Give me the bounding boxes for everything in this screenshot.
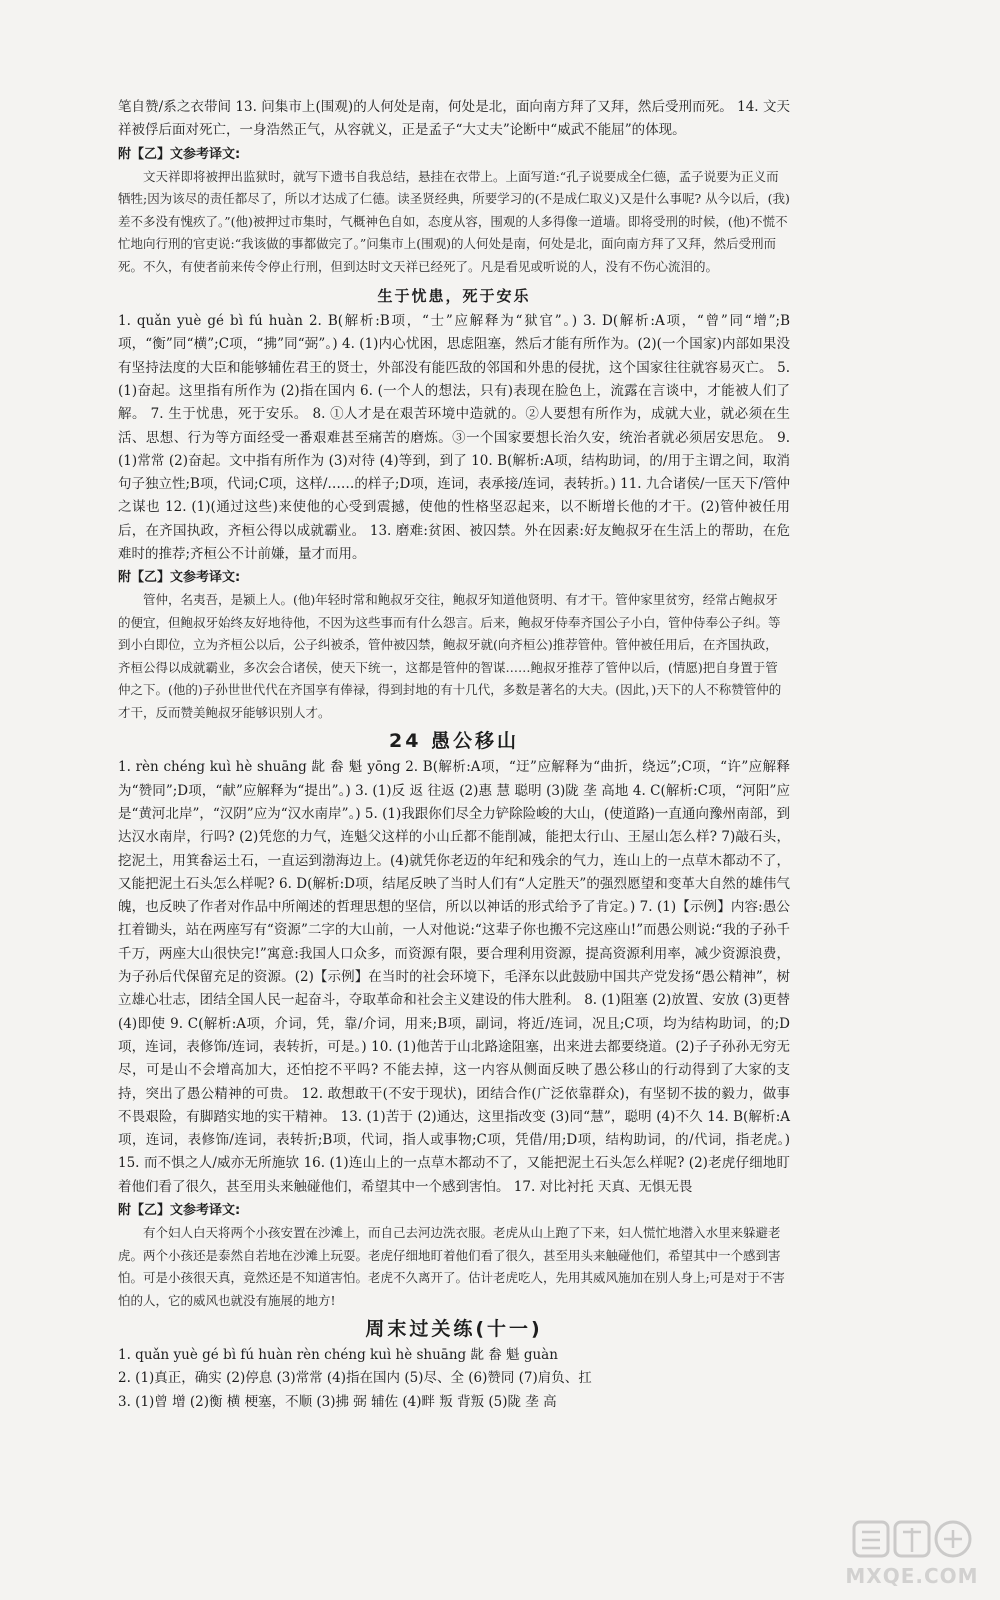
watermark-site: MXQE.COM — [845, 1564, 979, 1588]
weekly-test-title: 周末过关练(十一) — [365, 1318, 543, 1340]
translation-label: 附【乙】文参考译文: — [118, 570, 241, 586]
answer-page — [118, 96, 790, 1414]
translation-text: 管仲，名夷吾，是颍上人。(他)年轻时常和鲍叔牙交往，鲍叔牙知道他贤明、有才干。管仲家里贫穷，经常占鲍叔牙的便宜，但鲍叔牙始终友好地待他，不因为这些事而有什么怨言。后来，鲍叔牙侍奉齐国公子小白，管仲侍奉公子纠。等到小白即位，立为齐桓公以后，公子纠被杀，管仲被囚禁，鲍叔牙就(向齐桓公)推荐管仲。管仲被任用后，在齐国执政，齐桓公得以成就霸业，多次会合诸侯，使天下统一，这都是管仲的智谋……鲍叔牙推荐了管仲以后，(情愿)把自身置于管仲之下。(他的)子孙世世代代在齐国享有俸禄，得到封地的有十几代，多数是著名的大夫。(因此，)天下的人不称赞管仲的才干，反而赞美鲍叔牙能够识别人才。 — [118, 592, 782, 720]
translation-text: 文天祥即将被押出监狱时，就写下遗书自我总结，悬挂在衣带上。上面写道:“孔子说要成全仁德，孟子说要为正义而牺牲;因为该尽的责任都尽了，所以才达成了仁德。读圣贤经典，所要学习的(不是成仁取义)又是什么事呢? 从今以后，(我)差不多没有愧疚了。”(他)被押过市集时，气概神色自如，态度从容，围观的人多得像一道墙。即将受刑的时候，(他)不慌不忙地向行刑的官吏说:“我该做的事都做完了。”问集市上(围观)的人何处是南，何处是北，面向南方拜了又拜，然后受刑而死。不久，有使者前来传令停止行刑，但到达时文天祥已经死了。凡是看见或听说的人，没有不伤心流泪的。 — [118, 168, 790, 274]
translation-text: 有个妇人白天将两个小孩安置在沙滩上，而自己去河边洗衣服。老虎从山上跑了下来，妇人慌忙地潜入水里来躲避老虎。两个小孩还是泰然自若地在沙滩上玩耍。老虎仔细地盯着他们看了很久，甚至用头来触碰他们，希望其中一个感到害怕。可是小孩很天真，竟然还是不知道害怕。老虎不久离开了。估计老虎吃人，先用其威风施加在别人身上;可是对于不害怕的人，它的威风也就没有施展的地方! — [118, 1225, 785, 1308]
section-title: 生于忧患，死于安乐 — [377, 287, 531, 306]
watermark-logo-icon — [852, 1518, 972, 1562]
answer-text-top: 笔自赞/系之衣带间 13. 问集市上(围观)的人何处是南，何处是北，面向南方拜了又拜，然后受刑而死。 14. 文天祥被俘后面对死亡，一身浩然正气，从容就义，正是孟子“大丈夫”论断中“威武不能屈”的体现。 — [118, 99, 790, 139]
lesson-title: 24 愚公移山 — [388, 730, 520, 753]
translation-label: 附【乙】文参考译文: — [118, 146, 241, 162]
answer-text: 1. quǎn yuè gé bì fú huàn 2. B(解析:B项，“士”应解释为“狱官”。) 3. D(解析:A项，“曾”同“增”;B项，“衡”同“横”;C项，“拂”同“弼”。) 4. (1)内心忧困，思虑阻塞，然后才能有所作为。(2)(一个国家)内部如果没有坚持法度的大臣和能够辅佐君王的贤士，外部没有能匹敌的邻国和外患的侵扰，这个国家往往就容易灭亡。 5. (1)奋起。这里指有所作为 (2)指在国内 6. (一个人的想法，只有)表现在脸色上，流露在言谈中，才能被人们了解。 7. 生于忧患，死于安乐。 8. ①人才是在艰苦环境中造就的。②人要想有所作为，成就大业，就必须在生活、思想、行为等方面经受一番艰难甚至痛苦的磨炼。③一个国家要想长治久安，统治者就必须居安思危。 9. (1)常常 (2)奋起。文中指有所作为 (3)对待 (4)等到，到了 10. B(解析:A项，结构助词，的/用于主谓之间，取消句子独立性;B项，代词;C项，这样/……的样子;D项，连词，表承接/连词，表转折。) 11. 九合诸侯/一匡天下/管仲之谋也 12. (1)(通过这些)来使他的心受到震撼，使他的性格坚忍起来，以不断增长他的才干。(2)管仲被任用后，在齐国执政，齐桓公得以成就霸业。 13. 磨难:贫困、被囚禁。外在因素:好友鲍叔牙在生活上的帮助，在危难时的推荐;齐桓公不计前嫌，量才而用。 — [118, 313, 790, 563]
answer-text: 1. rèn chéng kuì hè shuāng 龀 畚 魁 yōng 2. B(解析:A项，“迂”应解释为“曲折，绕远”;C项，“许”应解释为“赞同”;D项，“献”应解释为“提出”。) 3. (1)反 返 往返 (2)惠 慧 聪明 (3)陇 垄 高地 4. C(解析:C项，“河阳”应是“黄河北岸”，“汉阴”应为“汉水南岸”。) 5. (1)我跟你们尽全力铲除险峻的大山，(使道路)一直通向豫州南部，到达汉水南岸，行吗? (2)凭您的力气，连魁父这样的小山丘都不能削减，能把太行山、王屋山怎么样? 7)敲石头，挖泥土，用箕畚运土石，一直运到渤海边上。(4)就凭你老迈的年纪和残余的气力，连山上的一点草木都动不了，又能把泥土石头怎么样呢? 6. D(解析:D项，结尾反映了当时人们有“人定胜天”的强烈愿望和变革大自然的雄伟气魄，也反映了作者对作品中所阐述的哲理思想的坚信，所以以神话的形式给予了肯定。) 7. (1)【示例】内容:愚公扛着锄头，站在两座写有“资源”二字的大山前，一人对他说:“这辈子你也搬不完这座山!”而愚公则说:“我的子孙千千万，两座大山很快完!”寓意:我国人口众多，而资源有限，要合理利用资源，提高资源利用率，减少资源浪费，为子孙后代保留充足的资源。(2)【示例】在当时的社会环境下，毛泽东以此鼓励中国共产党发扬“愚公精神”，树立雄心壮志，团结全国人民一起奋斗，夺取革命和社会主义建设的伟大胜利。 8. (1)阻塞 (2)放置、安放 (3)更替 (4)即使 9. C(解析:A项，介词，凭，靠/介词，用来;B项，副词，将近/连词，况且;C项，均为结构助词，的;D项，连词，表修饰/连词，表转折，可是。) 10. (1)他苦于山北路途阻塞，出来进去都要绕道。(2)子子孙孙无穷无尽，可是山不会增高加大，还怕挖不平吗? 不能去掉，这一内容从侧面反映了愚公移山的行动得到了大家的支持，突出了愚公精神的可贵。 12. 敢想敢干(不安于现状)，团结合作(广泛依靠群众)，有坚韧不拔的毅力，做事不畏艰险，有脚踏实地的实干精神。 13. (1)苦于 (2)通达，这里指改变 (3)同“慧”，聪明 (4)不久 14. B(解析:A项，连词，表修饰/连词，表转折;B项，代词，指人或事物;C项，凭借/用;D项，结构助词，的/代词，指老虎。) 15. 而不惧之人/威亦无所施欤 16. (1)连山上的一点草木都动不了，又能把泥土石头怎么样呢? (2)老虎仔细地盯着他们看了很久，甚至用头来触碰他们，希望其中一个感到害怕。 17. 对比衬托 天真、无惧无畏 — [118, 759, 790, 1195]
answer-line: 1. quǎn yuè gé bì fú huàn rèn chéng kuì hè shuāng 龀 畚 魁 guàn — [118, 1347, 558, 1363]
watermark — [842, 1518, 982, 1594]
translation-label: 附【乙】文参考译文: — [118, 1203, 241, 1218]
answer-line: 2. (1)真正，确实 (2)停息 (3)常常 (4)指在国内 (5)尽、全 (6)赞同 (7)肩负、扛 — [118, 1370, 592, 1387]
answer-line: 3. (1)曾 增 (2)衡 横 梗塞，不顺 (3)拂 弼 辅佐 (4)畔 叛 背叛 (5)陇 垄 高 — [118, 1393, 557, 1410]
